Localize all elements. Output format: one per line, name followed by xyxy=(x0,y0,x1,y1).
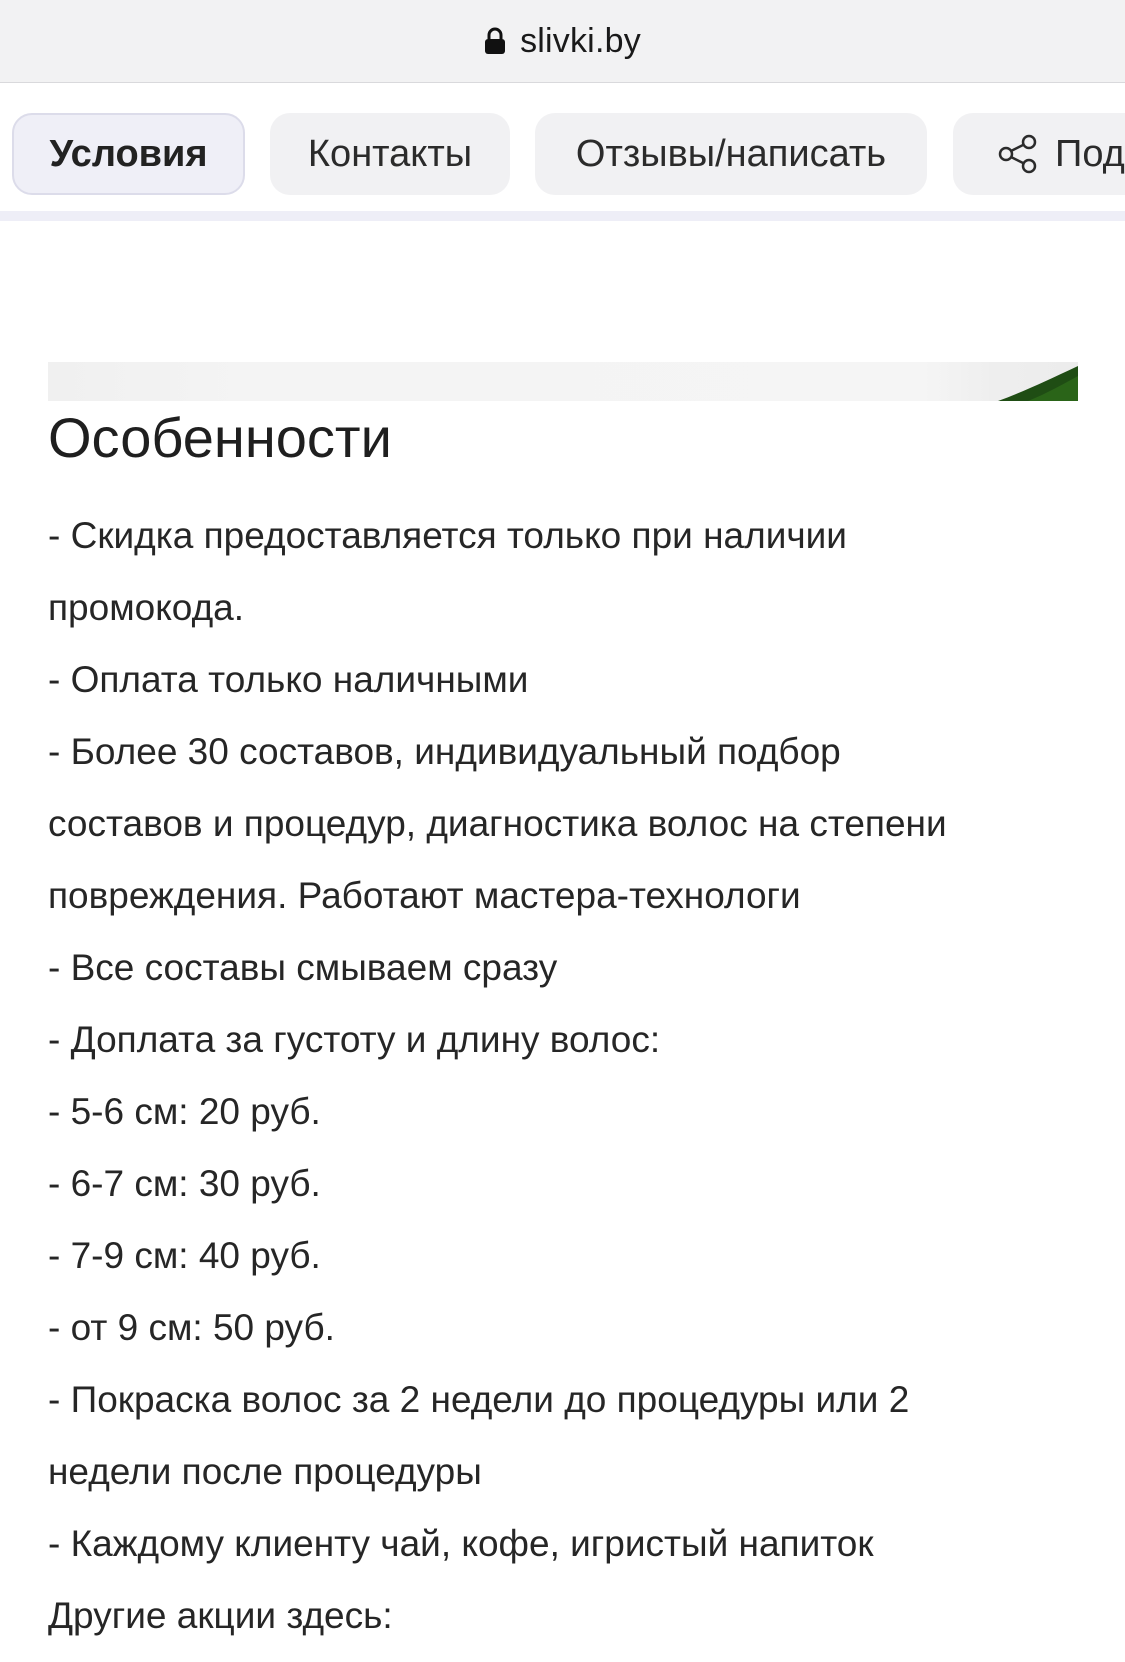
features-list xyxy=(48,500,1088,1652)
tab-conditions[interactable] xyxy=(12,113,245,195)
list-item: - Каждому клиенту чай, кофе, игристый напиток xyxy=(48,1523,874,1564)
list-item: - от 9 см: 50 руб. xyxy=(48,1307,335,1348)
list-item: составов и процедур, диагностика волос на степени xyxy=(48,803,947,844)
lock-icon xyxy=(484,27,506,55)
tabs-divider xyxy=(0,211,1125,221)
address-bar[interactable] xyxy=(0,0,1125,83)
list-item: - Все составы смываем сразу xyxy=(48,947,558,988)
leaf-graphic xyxy=(998,362,1078,401)
tab-contacts[interactable] xyxy=(270,113,510,195)
section-title: Особенности xyxy=(48,406,392,469)
list-item: недели после процедуры xyxy=(48,1451,482,1492)
list-item: - Более 30 составов, индивидуальный подбор xyxy=(48,731,841,772)
list-item: - 6-7 см: 30 руб. xyxy=(48,1163,321,1204)
tabs-row xyxy=(0,83,1125,211)
tab-reviews[interactable] xyxy=(535,113,927,195)
list-item: - Скидка предоставляется только при наличии xyxy=(48,515,847,556)
list-item: повреждения. Работают мастера-технологи xyxy=(48,875,801,916)
list-item: - Доплата за густоту и длину волос: xyxy=(48,1019,661,1060)
share-icon xyxy=(997,133,1039,175)
list-item: - Покраска волос за 2 недели до процедуры или 2 xyxy=(48,1379,910,1420)
tab-label: Условия xyxy=(49,132,208,175)
list-item: Другие акции здесь: xyxy=(48,1595,393,1636)
tab-label: Отзывы/написать xyxy=(575,132,887,175)
list-item: - Оплата только наличными xyxy=(48,659,529,700)
tab-label: Под xyxy=(1055,132,1125,175)
tab-share[interactable] xyxy=(953,113,1125,195)
list-item: - 7-9 см: 40 руб. xyxy=(48,1235,321,1276)
url-text: slivki.by xyxy=(520,21,641,60)
list-item: - 5-6 см: 20 руб. xyxy=(48,1091,321,1132)
banner-image xyxy=(48,362,1078,401)
tab-label: Контакты xyxy=(307,132,473,175)
list-item: промокода. xyxy=(48,587,245,628)
